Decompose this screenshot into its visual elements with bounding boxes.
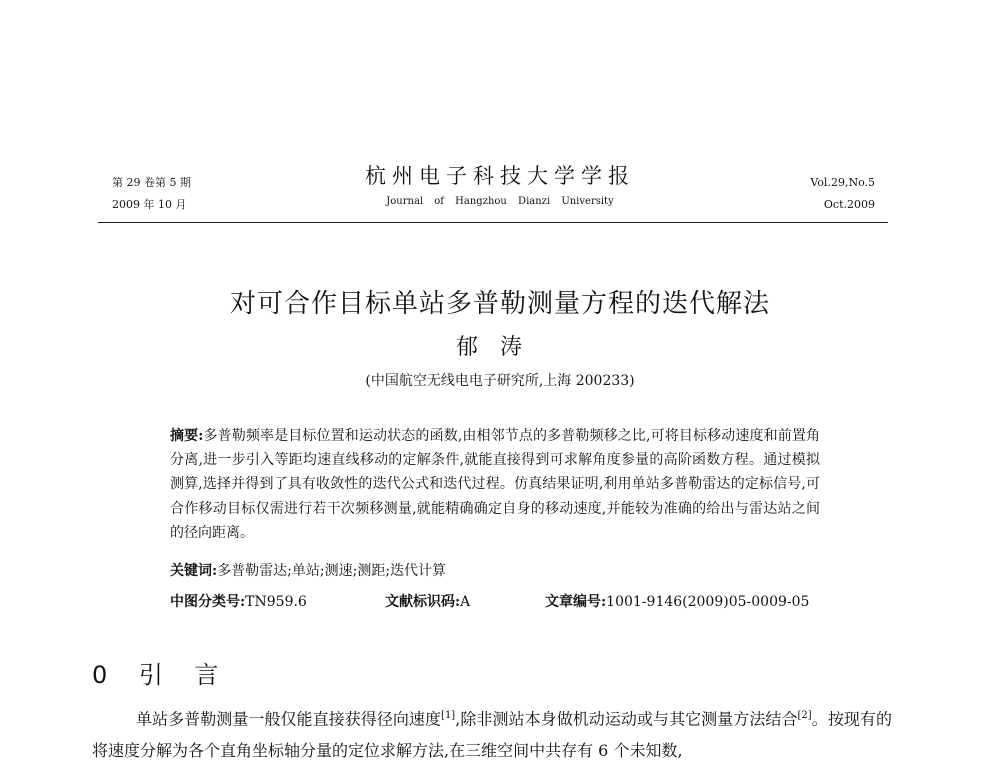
- issue-date: 2009 年 10 月: [112, 198, 187, 211]
- journal-name-zh: 杭州电子科技大学学报: [365, 164, 635, 188]
- art-label: 文章编号:: [545, 594, 607, 610]
- citation-1: [1]: [441, 710, 456, 721]
- article-number: [545, 591, 809, 611]
- author-affiliation: (中国航空无线电电子研究所,上海 200233): [365, 373, 635, 389]
- section-heading: 0 引 言: [92, 661, 231, 689]
- keywords-label: 关键词:: [170, 563, 218, 579]
- intro-paragraph: [92, 700, 892, 767]
- keywords-text: 多普勒雷达;单站;测速;测距;迭代计算: [217, 563, 447, 579]
- keywords: [170, 560, 446, 580]
- header-rule: [98, 222, 888, 223]
- intro-text-c: 。按现有的将速度分解为各个直角坐标轴分量的定位求解方法,在三维空间中共存有 6 个未知数,: [92, 709, 892, 761]
- paper-title: 对可合作目标单站多普勒测量方程的迭代解法: [229, 289, 770, 319]
- abstract-label: 摘要:: [170, 428, 204, 444]
- volume-info: [810, 172, 875, 216]
- volume-number: Vol.29,No.5: [810, 176, 875, 189]
- volume-date: Oct.2009: [823, 198, 875, 211]
- abstract-text: 多普勒频率是目标位置和运动状态的函数,由相邻节点的多普勒频移之比,可将目标移动速度和前置角分离,进一步引入等距均速直线移动的定解条件,就能直接得到可求解角度参量的高阶函数方程。通过模拟测算,选择并得到了具有收敛性的迭代公式和迭代过程。仿真结果证明,利用单站多普勒雷达的定标信号,可合作移动目标仅需进行若干次频移测量,就能精确确定自身的移动速度,并能较为准确的给出与雷达站之间的径向距离。: [170, 428, 820, 541]
- issue-info: [112, 172, 191, 216]
- abstract: [170, 424, 820, 545]
- clc-label: 中图分类号:: [170, 594, 246, 610]
- citation-2: [2]: [797, 710, 812, 721]
- intro-body: [92, 700, 892, 767]
- intro-text-a: 单站多普勒测量一般仅能直接获得径向速度: [136, 709, 442, 729]
- journal-name-en: Journal of Hangzhou Dianzi University: [386, 196, 614, 207]
- issue-number: 第 29 卷第 5 期: [112, 176, 191, 189]
- paper-author: 郁涛: [455, 335, 544, 360]
- doc-label: 文献标识码:: [385, 594, 461, 610]
- doc-code: [385, 591, 470, 611]
- clc-code: [170, 591, 307, 611]
- clc-value: TN959.6: [245, 594, 307, 610]
- doc-value: A: [460, 594, 471, 610]
- intro-text-b: ,除非测站本身做机动运动或与其它测量方法结合: [455, 709, 798, 729]
- art-value: 1001-9146(2009)05-0009-05: [606, 594, 810, 610]
- journal-header: [330, 160, 670, 207]
